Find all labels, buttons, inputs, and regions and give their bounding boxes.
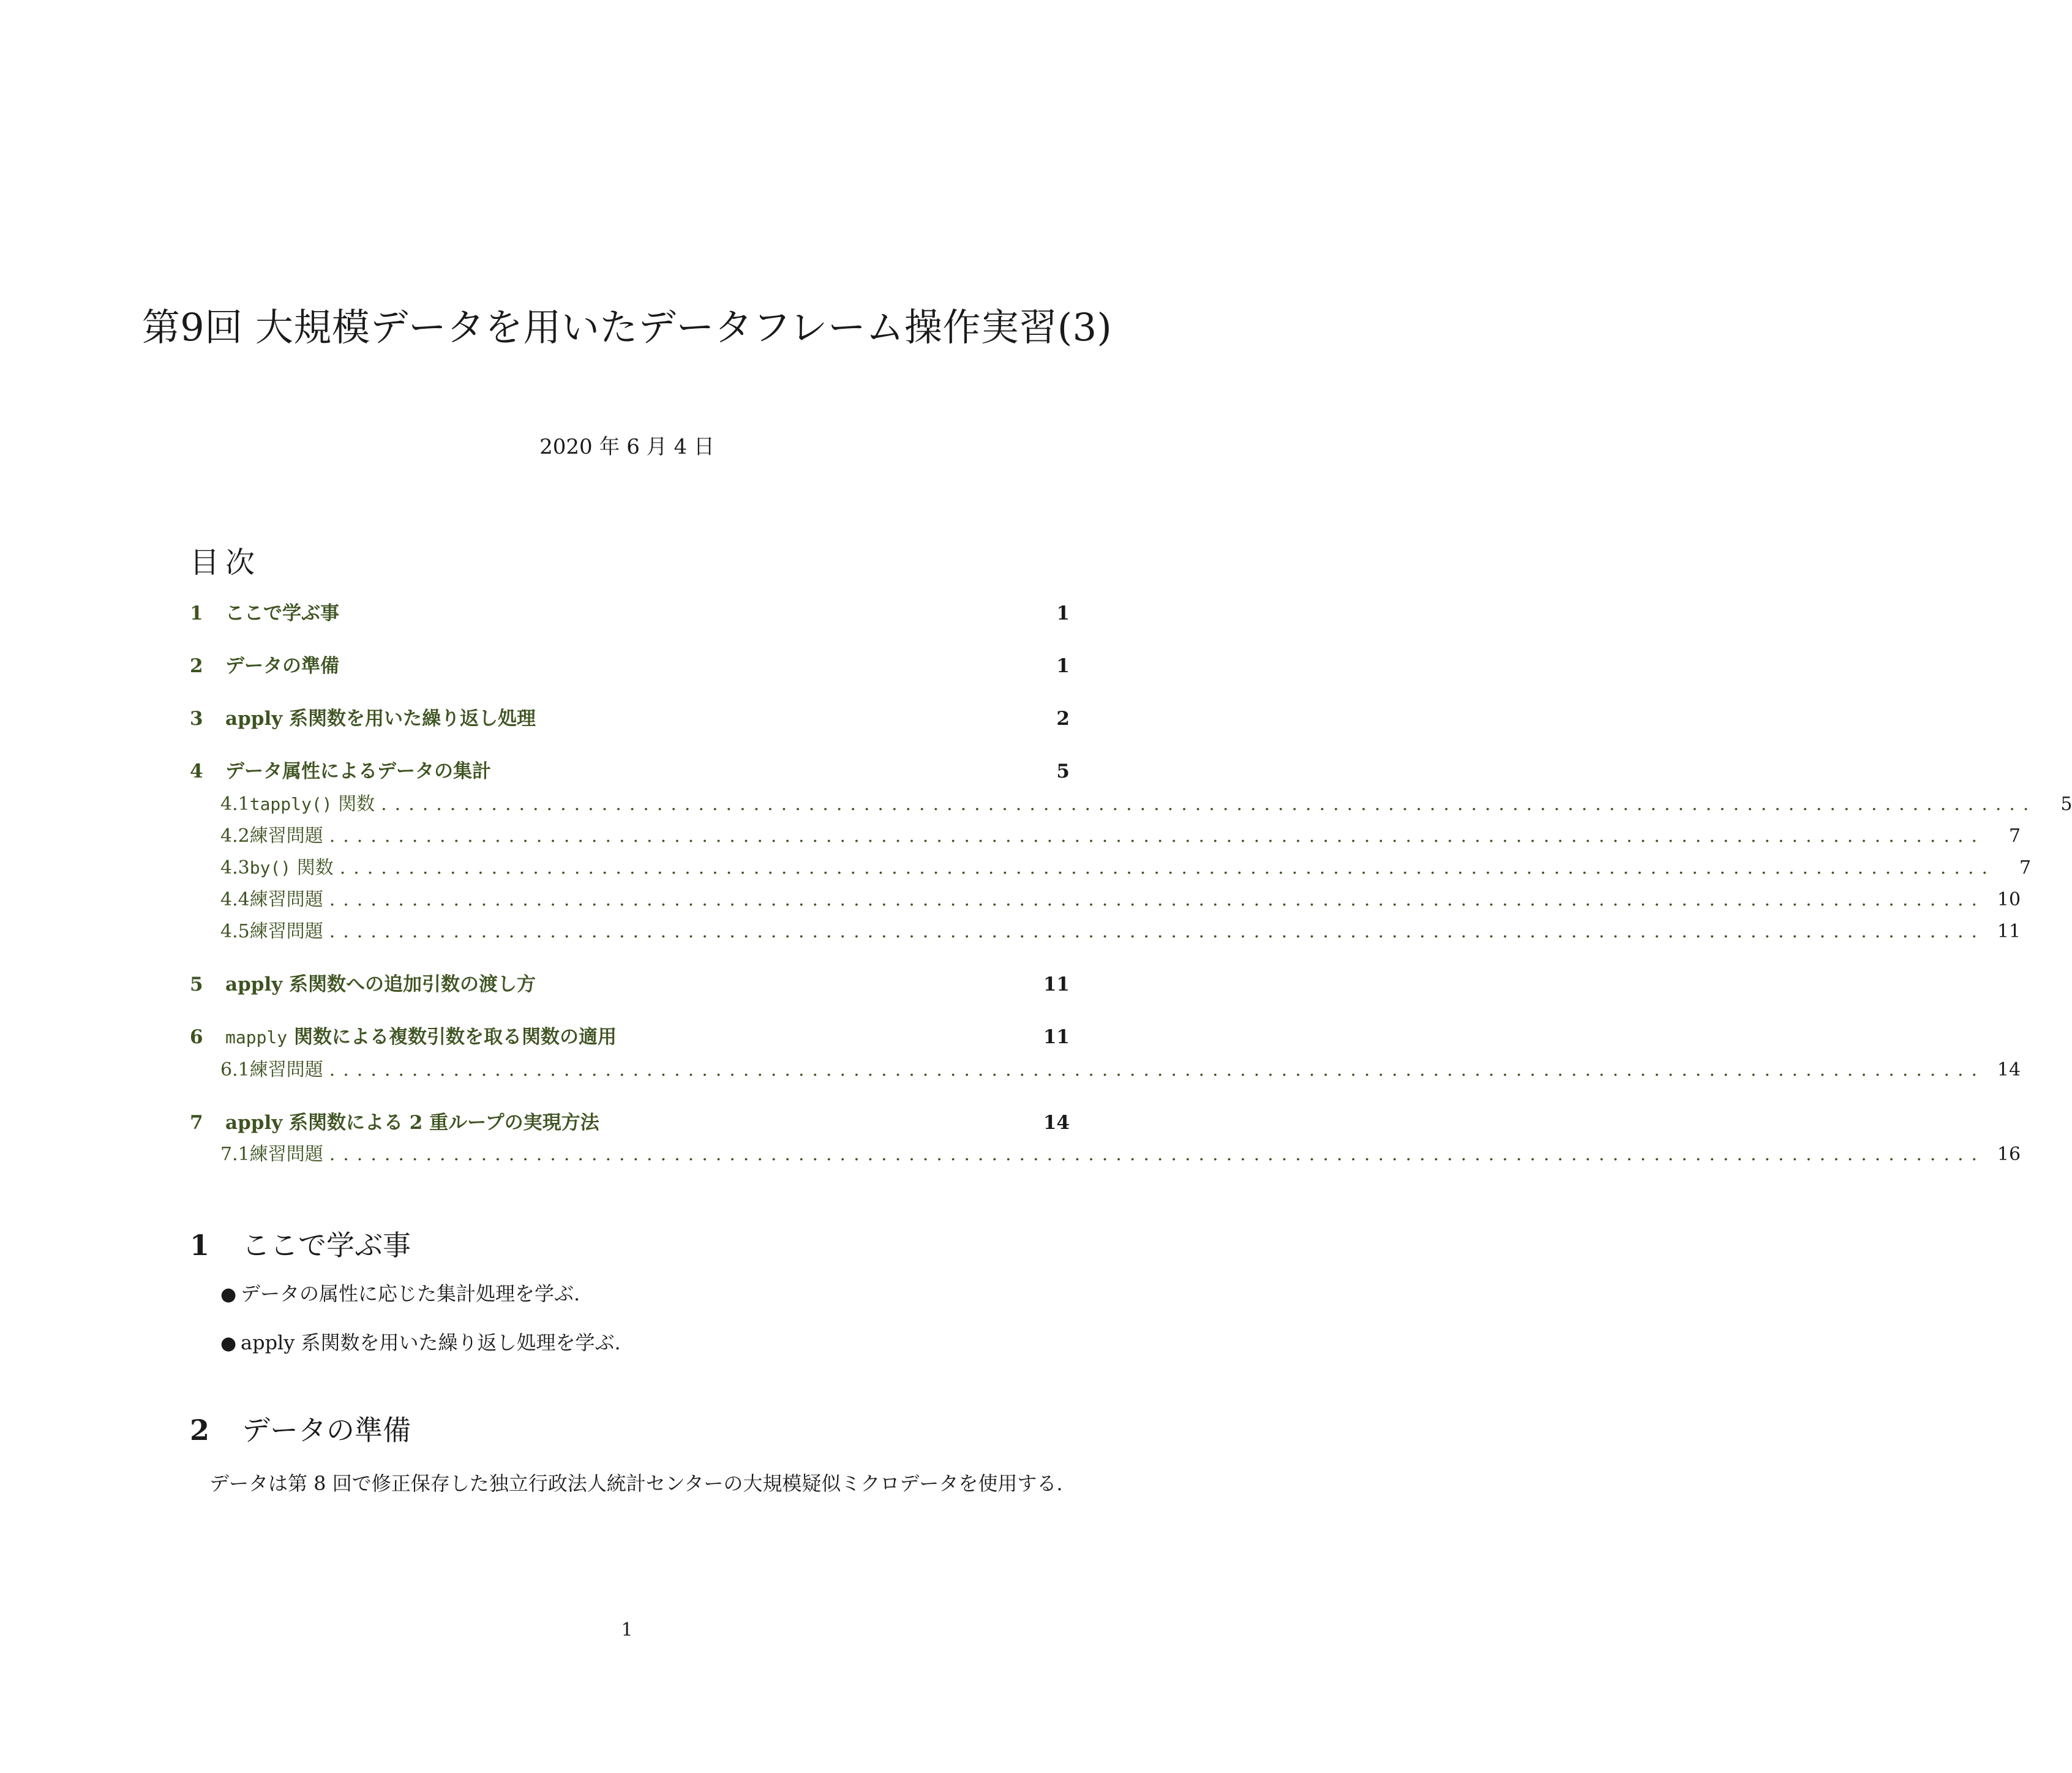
toc-entry-title-text: apply 系関数による 2 重ループの実現方法 [225,1112,599,1134]
toc-entry-page: 5 [2060,793,2072,815]
toc-entry-number: 4.2 [220,825,250,847]
toc-entry-page: 1 [1056,602,1070,624]
toc-entry-title-text: 練習問題 [249,889,323,910]
toc-entry-title-text: 関数 [332,793,375,815]
toc-entry-page: 10 [1997,889,2021,910]
toc-entry-number: 7 [190,1112,203,1134]
toc-entry-title-text: 練習問題 [249,1059,323,1081]
document-title: 第9回 大規模データを用いたデータフレーム操作実習(3) [141,305,1113,350]
toc-entry-page: 14 [1043,1112,1070,1134]
toc-section-entry[interactable] [190,755,1070,783]
toc-entry-title-text: ここで学ぶ事 [225,602,339,624]
toc-subsection-entry[interactable] [190,1139,2021,1166]
toc-subsection-entry[interactable] [190,852,2032,879]
toc-entry-number: 4.1 [220,793,250,815]
toc-entry-title-text: 練習問題 [249,825,323,847]
toc-section-entry[interactable] [190,703,1070,730]
bullet-item [220,1278,580,1306]
toc-subsection-entry[interactable] [190,820,2021,847]
toc-entry-title [250,916,323,943]
section-1-heading [190,1223,411,1264]
section-2-paragraph: データは第 8 回で修正保存した独立行政法人統計センターの大規模疑似ミクロデータを使用する. [209,1472,1063,1495]
toc-entry-title [225,1107,599,1134]
toc-entry-page: 14 [1997,1059,2021,1081]
toc-subsection-entry[interactable] [190,916,2021,943]
toc-entry-number: 2 [190,655,203,677]
toc-dot-leader: ........................................................................................................................ [329,1059,1986,1081]
toc-entry-code: tapply() [249,794,332,814]
toc-subsection-entry[interactable] [190,1054,2021,1081]
toc-entry-title [225,598,339,625]
toc-entry-page: 7 [2019,857,2032,879]
toc-entry-page: 2 [1056,708,1070,730]
toc-entry-title [250,884,323,911]
toc-subsection-entry[interactable] [190,884,2021,911]
toc-entry-title [250,852,334,879]
toc-entry-page: 5 [1056,760,1070,782]
toc-dot-leader: ........................................................................................................................ [329,921,1986,942]
toc-entry-title [250,1139,323,1166]
section-2-title: データの準備 [242,1414,411,1447]
toc-entry-title-text: 関数 [291,857,334,879]
toc-entry-title [225,755,491,783]
toc-entry-title-text: 練習問題 [249,921,323,942]
toc-entry-code: by() [249,858,291,878]
toc-dot-leader: ........................................................................................................................ [329,1144,1986,1165]
toc-dot-leader: ........................................................................................................................ [339,857,1996,879]
toc-entry-page: 1 [1056,655,1070,677]
bullet-dot-icon: ● [220,1333,237,1354]
toc-entry-number: 1 [190,602,203,624]
toc-entry-title [225,1021,617,1049]
toc-entry-title-text: 関数による複数引数を取る関数の適用 [287,1026,617,1048]
toc-entry-page: 16 [1997,1144,2021,1165]
toc-entry-title [225,650,339,678]
toc-entry-number: 4.5 [220,921,250,942]
section-2-number: 2 [190,1414,210,1447]
toc-section-entry[interactable] [190,650,1070,678]
toc-entry-number: 4 [190,760,203,782]
toc-dot-leader: ........................................................................................................................ [329,825,1986,847]
page-number: 1 [621,1619,633,1641]
toc-section-entry[interactable] [190,598,1070,625]
toc-dot-leader: ........................................................................................................................ [381,793,2037,815]
toc-entry-number: 5 [190,973,203,995]
toc-entry-title-text: apply 系関数への追加引数の渡し方 [225,973,536,995]
bullet-item [220,1327,621,1355]
toc-entry-number: 4.4 [220,889,250,910]
toc-entry-number: 6 [190,1026,203,1048]
bullet-text: データの属性に応じた集計処理を学ぶ. [241,1282,580,1305]
toc-entry-title [250,1054,323,1081]
toc-entry-title-text: 練習問題 [249,1144,323,1165]
toc-section-entry[interactable] [190,1021,1070,1049]
document-date: 2020 年 6 月 4 日 [539,435,715,459]
section-1-title: ここで学ぶ事 [242,1229,411,1262]
toc-entry-number: 6.1 [220,1059,250,1081]
toc-entry-title [250,820,323,847]
toc-subsection-entry[interactable] [190,789,2072,815]
section-1-number: 1 [190,1229,210,1262]
toc-entry-title-text: データ属性によるデータの集計 [225,760,491,782]
toc-section-entry[interactable] [190,1107,1070,1134]
toc-entry-number: 7.1 [220,1144,250,1165]
toc-entry-number: 3 [190,708,203,730]
toc-entry-title-text: データの準備 [225,655,339,677]
toc-entry-title-text: apply 系関数を用いた繰り返し処理 [225,708,536,730]
toc-entry-title [225,703,536,730]
toc-entry-code: mapply [225,1027,288,1048]
toc-section-entry[interactable] [190,969,1070,996]
toc-entry-title [250,789,375,815]
toc-heading: 目次 [190,545,261,580]
section-2-heading [190,1408,411,1449]
toc-entry-page: 11 [1997,921,2021,942]
toc-entry-page: 11 [1043,1026,1070,1048]
bullet-text: apply 系関数を用いた繰り返し処理を学ぶ. [241,1331,621,1354]
toc-dot-leader: ........................................................................................................................ [329,889,1986,910]
toc-entry-page: 7 [2008,825,2021,847]
toc-entry-page: 11 [1043,973,1070,995]
toc-entry-title [225,969,536,996]
toc-entry-number: 4.3 [220,857,250,879]
bullet-dot-icon: ● [220,1284,237,1305]
